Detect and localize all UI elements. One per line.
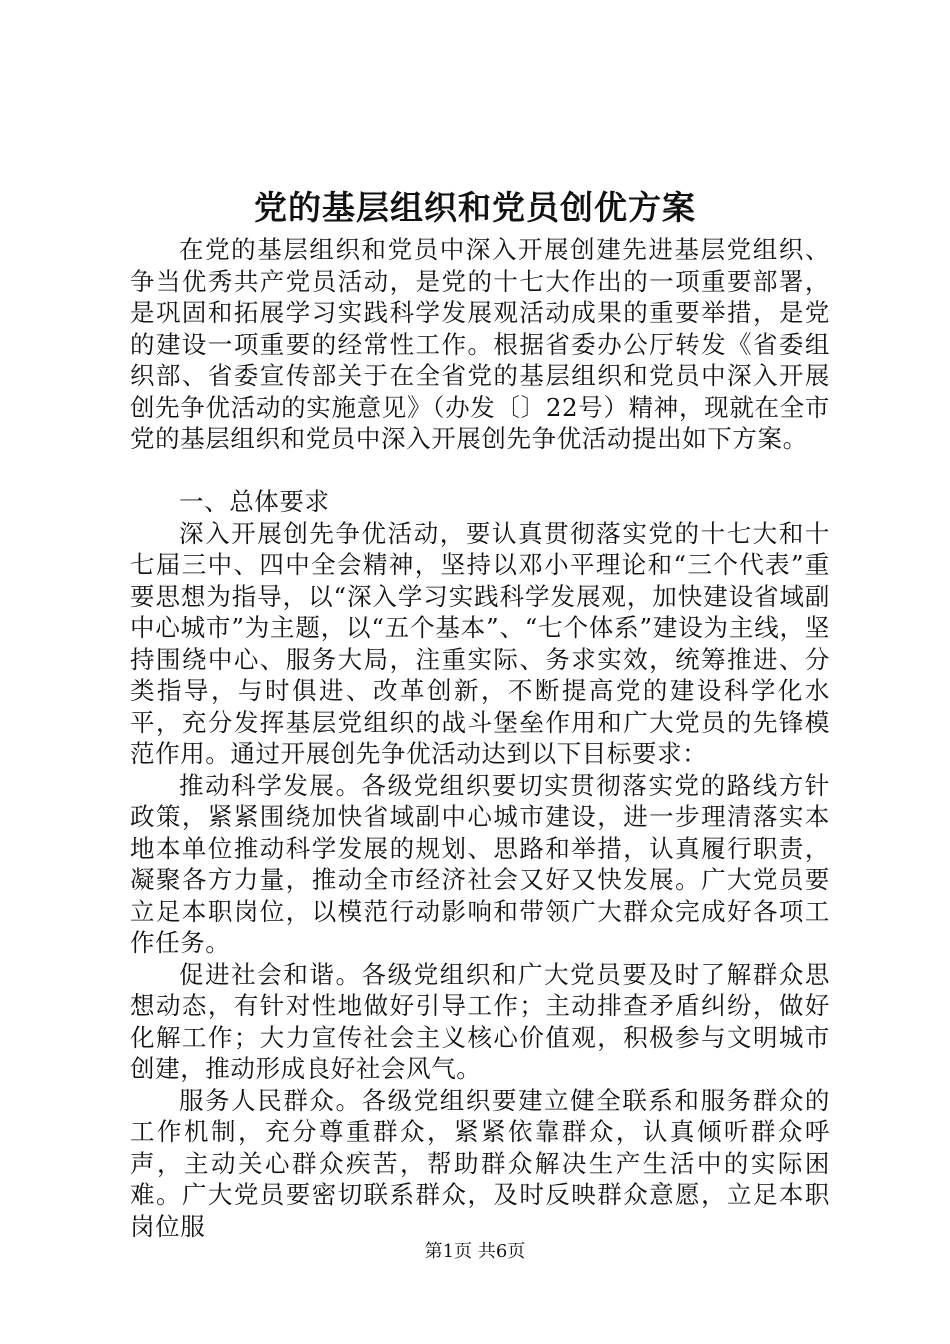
page-footer bbox=[0, 1240, 950, 1264]
section-heading: 一、总体要求 bbox=[179, 487, 330, 516]
section-paragraph: 服务人民群众。各级党组织要建立健全联系和服务群众的工作机制，充分尊重群众，紧紧依靠群众，认真倾听群众呼声，主动关心群众疾苦，帮助群众解决生产生活中的实际困难。广大党员要密切联系群众，及时反映群众意愿，立足本职岗位服 bbox=[130, 1085, 830, 1241]
document-title: 党的基层组织和党员创优方案 bbox=[254, 188, 696, 227]
section-paragraph: 促进社会和谐。各级党组织和广大党员要及时了解群众思想动态，有针对性地做好引导工作；主动排查矛盾纠纷，做好化解工作；大力宣传社会主义核心价值观，积极参与文明城市创建，推动形成良好社会风气。 bbox=[130, 959, 830, 1083]
section-paragraph: 推动科学发展。各级党组织要切实贯彻落实党的路线方针政策，紧紧围绕加快省域副中心城市建设，进一步理清落实本地本单位推动科学发展的规划、思路和举措，认真履行职责，凝聚各方力量，推动全市经济社会又好又快发展。广大党员要立足本职岗位，以模范行动影响和带领广大群众完成好各项工作任务。 bbox=[130, 770, 830, 957]
document-body bbox=[130, 234, 830, 1242]
paragraph-spacer bbox=[130, 455, 830, 487]
section-paragraph: 深入开展创先争优活动，要认真贯彻落实党的十七大和十七届三中、四中全会精神，坚持以邓小平理论和“三个代表”重要思想为指导，以“深入学习实践科学发展观，加快建设省域副中心城市”为主题，以“五个基本”、“七个体系”建设为主线，坚持围绕中心、服务大局，注重实际、务求实效，统筹推进、分类指导，与时俱进、改革创新，不断提高党的建设科学化水平，充分发挥基层党组织的战斗堡垒作用和广大党员的先锋模范作用。通过开展创先争优活动达到以下目标要求： bbox=[130, 518, 830, 768]
intro-paragraph: 在党的基层组织和党员中深入开展创建先进基层党组织、争当优秀共产党员活动，是党的十七大作出的一项重要部署，是巩固和拓展学习实践科学发展观活动成果的重要举措，是党的建设一项重要的经常性工作。根据省委办公厅转发《省委组织部、省委宣传部关于在全省党的基层组织和党员中深入开展创先争优活动的实施意见》（办发〔〕22号）精神，现就在全市党的基层组织和党员中深入开展创先争优活动提出如下方案。 bbox=[130, 235, 830, 453]
page-indicator: 第1页 共6页 bbox=[424, 1241, 526, 1262]
